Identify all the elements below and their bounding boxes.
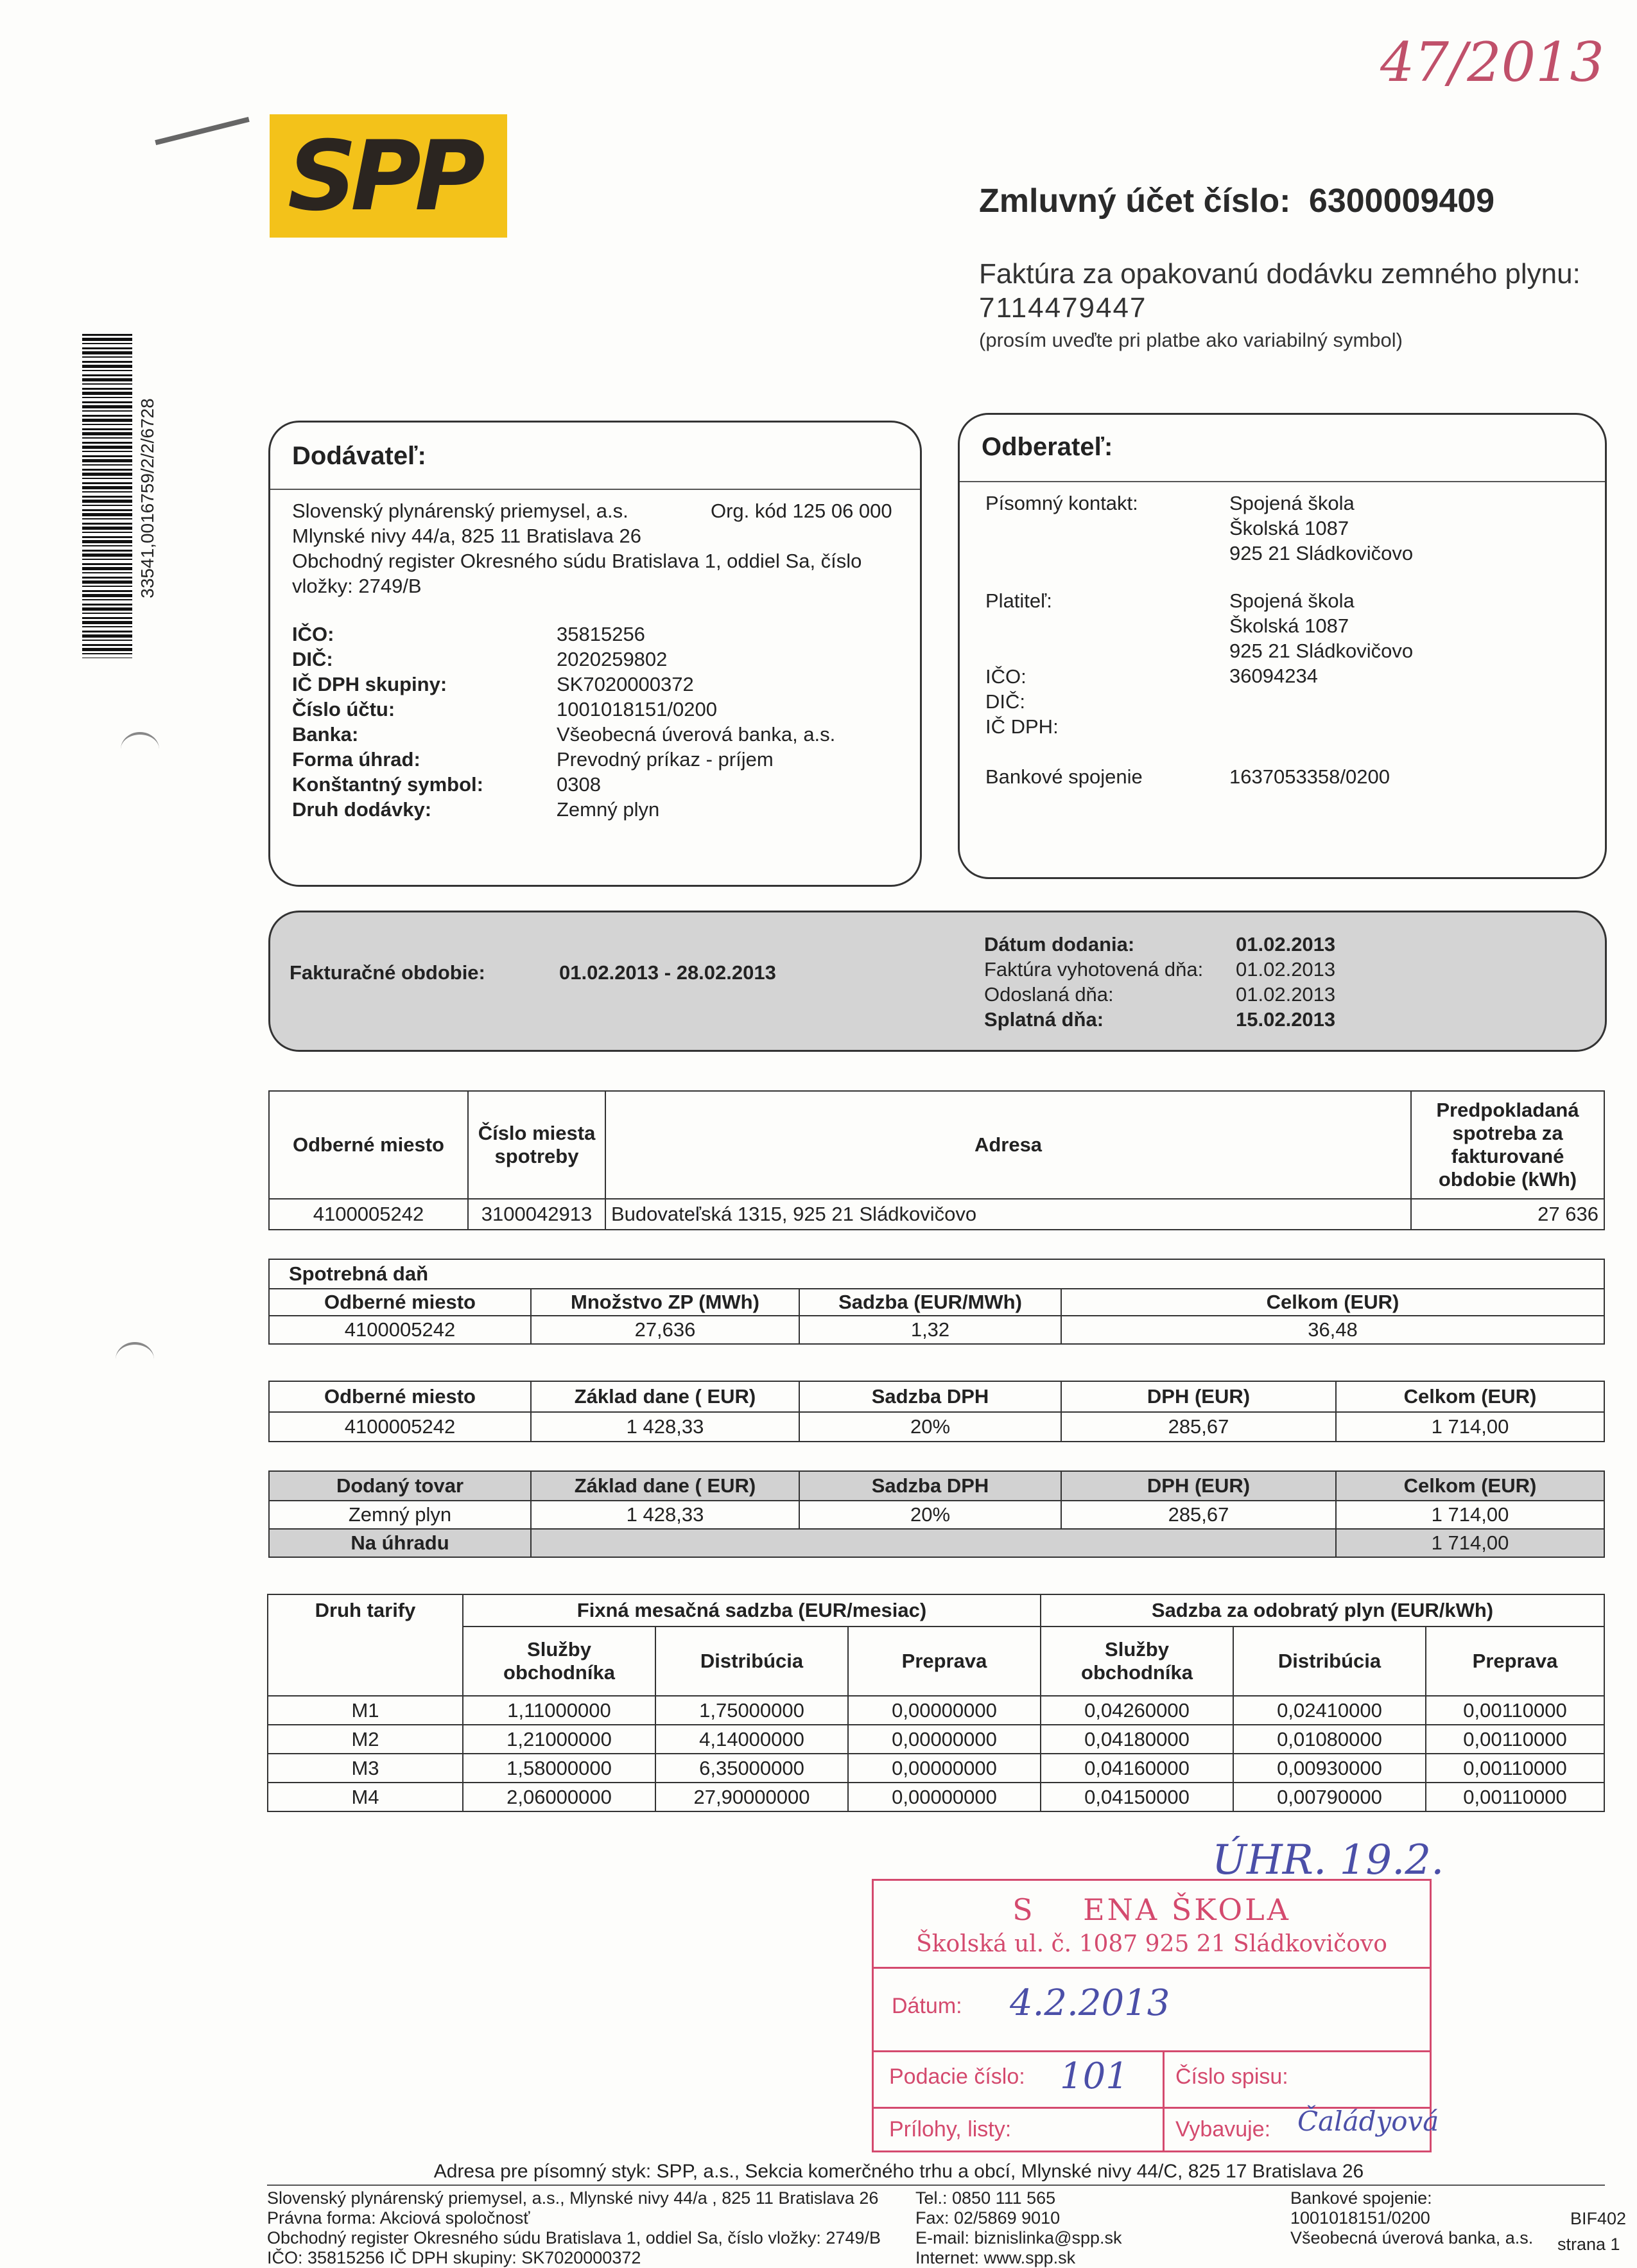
- stamp-divider-vertical: [1163, 2050, 1165, 2150]
- footer-bank: Bankové spojenie: 1001018151/0200 Všeobecná úverová banka, a.s.: [1290, 2188, 1534, 2247]
- supplier-fields: [292, 622, 835, 822]
- table-title-row: Spotrebná daň: [269, 1259, 1604, 1289]
- bank-label: Bankové spojenie: [985, 765, 1143, 788]
- field-row: Banka: Všeobecná úverová banka, a.s.: [292, 723, 836, 746]
- barcode-text: 33541,0016759/2/2/6728: [137, 398, 157, 598]
- handwritten-paid-note: ÚHR. 19.2.: [1212, 1836, 1444, 1884]
- stamp-annex-label: Prílohy, listy:: [889, 2117, 1012, 2142]
- supplier-address: Mlynské nivy 44/a, 825 11 Bratislava 26: [292, 525, 641, 547]
- date-row: Splatná dňa: 15.02.2013: [984, 1008, 1336, 1031]
- excise-tax-table: [268, 1259, 1605, 1345]
- stamp-address: Školská ul. č. 1087 925 21 Sládkovičovo: [916, 1931, 1387, 1957]
- supply-site-table: [268, 1090, 1605, 1230]
- handwritten-reference: 47/2013: [1380, 31, 1604, 94]
- registry-stamp: [872, 1879, 1439, 2152]
- supplier-org-code: Org. kód 125 06 000: [711, 500, 892, 522]
- date-row: Dátum dodania: 01.02.2013: [984, 933, 1336, 955]
- supplier-name: Slovenský plynárenský priemysel, a.s.: [292, 500, 628, 522]
- divider: [874, 1967, 1430, 1969]
- staple-mark: [155, 117, 249, 145]
- divider: [960, 481, 1605, 482]
- stamp-filing-value: 101: [1060, 2055, 1129, 2097]
- date-row: Faktúra vyhotovená dňa: 01.02.2013: [984, 958, 1336, 981]
- contact-label: Písomný kontakt:: [985, 492, 1138, 514]
- billing-period-box: [268, 911, 1607, 1052]
- field-row: IČ DPH skupiny: SK7020000372: [292, 673, 694, 695]
- field-row: DIČ: 2020259802: [292, 648, 668, 670]
- table-row: 4100005242 27,636 1,32 36,48: [269, 1316, 1604, 1344]
- footer-contacts: Tel.: 0850 111 565 Fax: 02/5869 9010 E-mail: biznislinka@spp.sk Internet: www.spp.sk: [915, 2188, 1122, 2267]
- table-row: M1 1,11000000 1,75000000 0,00000000 0,04260000 0,02410000 0,00110000: [268, 1696, 1604, 1725]
- footer-form-code: BIF402: [1570, 2209, 1627, 2228]
- payer-lines: Spojená škola Školská 1087 925 21 Sládkovičovo 36094234: [1229, 589, 1414, 687]
- supplier-register-2: vložky: 2749/B: [292, 575, 422, 597]
- footer-address: Adresa pre písomný styk: SPP, a.s., Sekcia komerčného trhu a obcí, Mlynské nivy 44/C, 825 17 Bratislava 26: [433, 2161, 1364, 2182]
- tax-labels: IČO: DIČ: IČ DPH:: [985, 665, 1059, 738]
- field-row: IČO: 35815256: [292, 623, 645, 645]
- tariff-table: [267, 1594, 1605, 1812]
- vat-table: [268, 1381, 1605, 1442]
- period-label: Fakturačné obdobie:: [290, 961, 485, 984]
- account-heading: Zmluvný účet číslo: 6300009409: [979, 182, 1495, 220]
- table-header-row: Odberné miesto Číslo miesta spotreby Adresa Predpokladaná spotreba za fakturované obdobie (kWh): [269, 1091, 1604, 1199]
- stamp-date-label: Dátum:: [892, 1994, 962, 2018]
- bank-value: 1637053358/0200: [1229, 765, 1390, 788]
- total-row: Na úhradu 1 714,00: [269, 1529, 1604, 1557]
- table-header-row: Druh tarify Fixná mesačná sadzba (EUR/mesiac) Sadzba za odobratý plyn (EUR/kWh): [268, 1594, 1604, 1627]
- payer-label: Platiteľ:: [985, 589, 1052, 612]
- divider: [270, 489, 920, 490]
- stamp-filing-label: Podacie číslo:: [889, 2064, 1025, 2089]
- field-row: Konštantný symbol: 0308: [292, 773, 601, 796]
- table-row: 4100005242 3100042913 Budovateľská 1315, 925 21 Sládkovičovo 27 636: [269, 1199, 1604, 1230]
- table-row: M4 2,06000000 27,90000000 0,00000000 0,04150000 0,00790000 0,00110000: [268, 1783, 1604, 1811]
- barcode: [82, 334, 132, 658]
- period-dates: [984, 932, 1335, 1032]
- invoice-note: (prosím uveďte pri platbe ako variabilný symbol): [979, 329, 1403, 351]
- table-header-row: Odberné miesto Množstvo ZP (MWh) Sadzba (EUR/MWh) Celkom (EUR): [269, 1289, 1604, 1316]
- stamp-date-value: 4.2.2013: [1010, 1982, 1170, 2024]
- invoice-title: Faktúra za opakovanú dodávku zemného plynu:: [979, 258, 1581, 290]
- supplier-box: [268, 421, 922, 887]
- stamp-title: S ENA ŠKOLA: [1012, 1892, 1291, 1927]
- footer-divider: [267, 2185, 1605, 2186]
- stamp-file-label: Číslo spisu:: [1175, 2064, 1288, 2089]
- date-row: Odoslaná dňa: 01.02.2013: [984, 983, 1336, 1006]
- punch-hole: [116, 1342, 154, 1377]
- field-row: Číslo účtu: 1001018151/0200: [292, 698, 717, 720]
- supplier-register: Obchodný register Okresného súdu Bratislava 1, oddiel Sa, číslo: [292, 550, 862, 572]
- footer-company: Slovenský plynárenský priemysel, a.s., Mlynské nivy 44/a , 825 11 Bratislava 26 Právna forma: Akciová spoločnosť Obchodný register Okresného súdu Bratislava 1, oddiel Sa, číslo vložky: 2749/B IČO: 35815256 IČ DPH skupiny: SK7020000372: [267, 2188, 881, 2267]
- field-row: Forma úhrad: Prevodný príkaz - príjem: [292, 748, 774, 771]
- stamp-handler-label: Vybavuje:: [1175, 2117, 1271, 2142]
- field-row: Druh dodávky: Zemný plyn: [292, 798, 660, 821]
- table-row: 4100005242 1 428,33 20% 285,67 1 714,00: [269, 1412, 1604, 1442]
- customer-title: Odberateľ:: [982, 433, 1113, 461]
- divider: [874, 2050, 1430, 2052]
- table-row: Zemný plyn 1 428,33 20% 285,67 1 714,00: [269, 1501, 1604, 1529]
- table-subheader-row: Služby obchodníka Distribúcia Preprava Služby obchodníka Distribúcia Preprava: [268, 1627, 1604, 1696]
- spp-logo: SPP: [270, 114, 507, 238]
- table-row: M2 1,21000000 4,14000000 0,00000000 0,04180000 0,01080000 0,00110000: [268, 1725, 1604, 1754]
- table-header-row: Odberné miesto Základ dane ( EUR) Sadzba DPH DPH (EUR) Celkom (EUR): [269, 1381, 1604, 1412]
- supplier-title: Dodávateľ:: [292, 442, 426, 470]
- period-value: 01.02.2013 - 28.02.2013: [559, 961, 776, 984]
- contact-lines: Spojená škola Školská 1087 925 21 Sládkovičovo: [1229, 492, 1414, 564]
- invoice-number: 7114479447: [979, 292, 1147, 324]
- footer-page-number: strana 1: [1557, 2235, 1620, 2254]
- goods-table: [268, 1470, 1605, 1558]
- punch-hole: [121, 732, 159, 767]
- table-row: M3 1,58000000 6,35000000 0,00000000 0,04160000 0,00930000 0,00110000: [268, 1754, 1604, 1783]
- customer-box: [958, 413, 1607, 879]
- table-header-row: Dodaný tovar Základ dane ( EUR) Sadzba DPH DPH (EUR) Celkom (EUR): [269, 1471, 1604, 1501]
- stamp-handler-signature: Čaládyová: [1297, 2106, 1439, 2137]
